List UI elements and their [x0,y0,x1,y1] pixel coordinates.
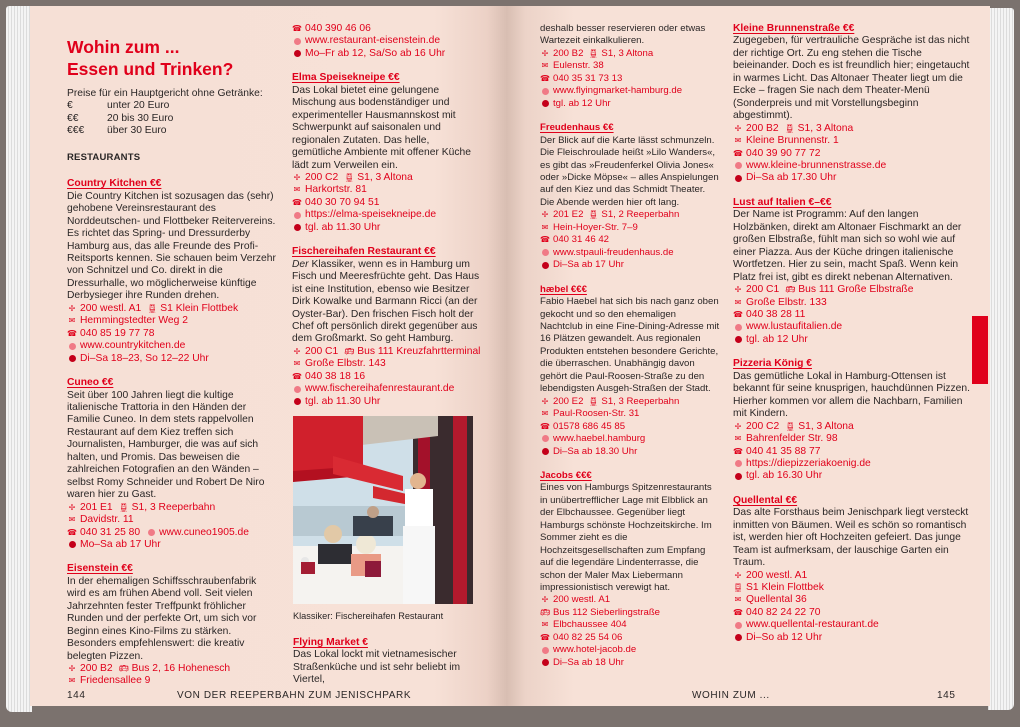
envelope-icon: ✉ [541,620,549,630]
column-3 [540,23,720,681]
phone [733,309,973,321]
train-icon: 🚆︎ [344,172,355,182]
website-link[interactable] [540,247,720,259]
hours-text: Di–Sa 18–23, So 12–22 Uhr [80,352,209,364]
hours-text: Mo–Fr ab 12, Sa/So ab 16 Uhr [305,47,446,59]
website-link[interactable] [540,433,720,445]
website-link[interactable] [733,160,973,172]
envelope-icon: ✉ [734,136,742,146]
globe-icon [292,35,302,47]
clock-icon [540,657,550,669]
map-reference [540,396,720,408]
entry-description: Das Lokal lockt mit vietnamesischer Straßenküche und ist sehr beliebt im Viertel, [293,649,461,686]
opening-hours [67,353,277,365]
phone-icon: ☎ [733,148,743,158]
map-reference [733,570,973,582]
hours-text: tgl. ab 12 Uhr [553,97,611,109]
opening-hours [292,396,482,408]
map-reference [67,303,277,315]
website-text[interactable]: www.stpauli-freudenhaus.de [553,246,674,258]
train-icon: 🚆︎ [785,421,796,431]
envelope-icon: ✉ [541,222,549,232]
address-text: Friedensallee 9 [80,675,151,687]
entry-title: hæbel €€€ [540,283,587,295]
transit-text: S1, 3 Reeperbahn [601,395,680,407]
globe-icon [540,85,550,97]
website-link[interactable] [540,85,720,97]
chapter-title-line2: Essen und Trinken? [67,59,234,79]
address-text: Hemmingstedter Weg 2 [80,315,188,327]
entry-description: Eines von Hamburgs Spitzenrestaurants in unübertrefflicher Lage mit Elbblick an der Elbchaussee. Gegenüber liegt Hamburgs schönste Hochzeitskirche. Im Sommer zieht es die Hochzeitsgesellschaften zum Empfang auf die legendäre Lindenterrasse, die schon der Maler Max Liebermann impressionistisch verewigt hat. [540,482,712,594]
restaurant-entry-quellental [733,495,973,644]
clock-icon [733,470,743,482]
map-grid-icon: ✢ [734,123,742,133]
entry-title: Country Kitchen €€ [67,178,162,190]
map-ref-text: 200 westl. A1 [80,302,142,314]
phone [733,446,973,458]
website-text[interactable]: www.countrykitchen.de [80,340,186,352]
entry-title: Cuneo €€ [67,377,114,389]
hours-text: tgl. ab 16.30 Uhr [746,470,823,482]
left-running-head: VON DER REEPERBAHN ZUM JENISCHPARK [177,690,412,701]
website-link[interactable] [292,383,482,395]
entry-title: Elma Speisekneipe €€ [292,72,400,84]
envelope-icon: ✉ [68,676,76,686]
map-reference [67,663,277,675]
train-icon: 🚆︎ [784,123,795,133]
phone-text: 040 41 35 88 77 [746,445,821,457]
address [733,433,973,445]
transit-text: Bus 111 Große Elbstraße [798,284,914,296]
train-icon: 🚆︎ [588,210,599,220]
phone-text: 01578 686 45 85 [553,420,626,432]
opening-hours [733,172,973,184]
address [292,358,482,370]
clock-icon [540,259,550,271]
address [67,514,277,526]
opening-hours [292,222,482,234]
phone-icon: ☎ [733,446,743,456]
globe-icon [540,433,550,445]
opening-hours [733,632,973,644]
opening-hours [733,470,973,482]
entry-description: Die Country Kitchen ist sozusagen das (sehr) gehobene Vereinsrestaurant des Norddeutschen- und Flottbeker Reitervereins. Es richtet das Spring- und Dressurderby Hamburg aus, das alle Freunde des Profi-Reitsports kennen. Sie schauen beim Verzehr von Schnitzel und Co. direkt in die Dressurhalle, wo möglicherweise künftige Derbysieger ihre Runden drehen. [67,190,276,302]
phone [292,23,482,35]
phone [733,607,973,619]
restaurant-entry-pizzeria-koenig [733,358,973,483]
phone [540,73,720,85]
website-text[interactable]: www.fischereihafenrestaurant.de [305,383,455,395]
hours-text: tgl. ab 12 Uhr [746,333,808,345]
entry-title: Freudenhaus €€ [540,122,614,134]
opening-hours [540,657,720,669]
page-edges-right [988,8,1014,710]
website-text[interactable]: www.haebel.hamburg [553,433,646,445]
globe-icon [733,321,743,333]
map-reference [733,421,973,433]
phone-icon: ☎ [733,607,743,617]
transit-text: S1, 2 Reeperbahn [601,209,680,221]
entry-description: Das alte Forsthaus beim Jenischpark liegt versteckt inmitten von Bäumen. Weil es schön so romantisch ist, werden hier oft Hochzeiten gefeiert. Das junge Team ist aufmerksam, der lauschige Garten ein Traum. [733,507,969,569]
envelope-icon: ✉ [541,61,549,71]
address-text: Bahrenfelder Str. 98 [746,433,838,445]
description-text: Klassiker, wenn es in Hamburg um Fisch und Meeresfrüchte geht. Das Haus ist eine Institution, ebenso wie Besitzer Dirk Kowalke und Barmann Ricci (an der Oyster-Bar). Den frischen Fisch holt der Chef oft persönlich direkt gegenüber aus dem Großmarkt. So geht Hamburg. [292,258,480,345]
transit-text: S1, 3 Reeperbahn [131,501,216,513]
website-link[interactable] [733,321,973,333]
clock-icon [292,396,302,408]
price-row [67,125,277,137]
map-grid-icon: ✢ [68,502,76,512]
website-link[interactable] [292,35,482,47]
phone-icon: ☎ [292,24,302,33]
entry-description: Seit über 100 Jahren liegt die kultige italienische Trattoria in den Händen der Familie Cuneo. In dem stets rappelvollen Restaurant auf dem Kiez treffen sich Journalisten, Hamburger, die was auf sich halten, und Promis. Das beweisen die zahlreichen Fotografien an den Wänden – selbst Romy Schneider und Robert De Niro waren hier zu Gast. [67,389,265,501]
restaurant-entry-lust-auf-italien [733,197,973,346]
restaurant-entry-elma [292,72,482,234]
hours-text: Mo–Sa ab 17 Uhr [80,538,161,550]
price-label: unter 20 Euro [107,100,170,112]
map-reference [540,209,720,221]
hours-text: Di–Sa ab 17.30 Uhr [746,172,837,184]
phone-icon: ☎ [733,309,743,319]
clock-icon [733,632,743,644]
opening-hours [540,259,720,271]
phone-text: 040 82 24 22 70 [746,606,821,618]
transit-text: S1, 3 Altona [797,122,854,134]
chapter-title [67,36,277,80]
phone [733,148,973,160]
website-link[interactable] [292,209,482,221]
phone-icon: ☎ [540,421,550,431]
website-link[interactable] [733,458,973,470]
phone-icon: ☎ [292,197,302,207]
phone [540,632,720,644]
phone-icon: ☎ [67,328,77,338]
phone-text: 040 85 19 77 78 [80,327,155,339]
map-grid-icon: ✢ [293,172,301,182]
globe-icon [67,340,77,352]
phone-text: 040 38 28 11 [746,308,806,320]
address [540,60,720,72]
phone-text: 040 38 18 16 [305,370,366,382]
transit-text: S1, 3 Altona [798,420,854,432]
website-link[interactable] [733,619,973,631]
phone [540,234,720,246]
transit-text: S1, 3 Altona [601,47,654,59]
address-text: Elbchaussee 404 [553,619,627,631]
phone-text: 040 35 31 73 13 [553,72,623,84]
map-grid-icon: ✢ [541,396,549,406]
restaurant-entry-haebel [540,284,720,458]
right-page-number: 145 [937,690,956,701]
envelope-icon: ✉ [734,595,742,605]
column-1 [67,36,277,700]
globe-icon [733,160,743,172]
transit-text: Bus 2, 16 Hohenesch [131,663,231,675]
globe-icon [540,644,550,656]
emphasis-text: Der [292,258,309,270]
address [540,222,720,234]
entry-title: Fischereihafen Restaurant €€ [292,246,436,258]
transit-text: S1 Klein Flottbek [746,582,824,594]
map-grid-icon: ✢ [734,421,742,431]
bus-icon: 🚌︎ [540,607,551,617]
transit [733,582,973,594]
entry-title: Eisenstein €€ [67,563,133,575]
address [733,135,973,147]
restaurant-entry-cuneo [67,377,277,551]
hours-text: Di–Sa ab 18 Uhr [553,656,624,668]
address [292,184,482,196]
phone-text: 040 82 25 54 06 [553,631,623,643]
map-grid-icon: ✢ [541,48,549,58]
map-grid-icon: ✢ [68,303,76,313]
hours-text: tgl. ab 11.30 Uhr [305,395,381,407]
map-ref-text: 200 westl. A1 [553,594,611,606]
entry-description [292,259,482,346]
globe-icon [292,209,302,221]
column-2 [292,23,482,420]
map-ref-text: 200 C2 [746,420,780,432]
opening-hours [540,446,720,458]
opening-hours [67,539,277,551]
address [733,594,973,606]
restaurant-entry-flying-market-start [293,637,483,687]
address-text: Hein-Hoyer-Str. 7–9 [553,221,638,233]
map-ref-text: 201 E2 [553,209,584,221]
website-text[interactable]: www.kleine-brunnenstrasse.de [746,159,887,171]
restaurant-entry-eisenstein-continued [292,23,482,60]
price-intro: Preise für ein Hauptgericht ohne Getränke: [67,88,263,99]
globe-icon [540,247,550,259]
transit-text: Bus 111 Kreuzfahrtterminal [357,345,481,357]
map-ref-text: 201 E1 [80,501,113,513]
address [733,297,973,309]
transit-text: S1 Klein Flottbek [160,302,239,314]
globe-icon [733,619,743,631]
clock-icon [733,334,743,346]
map-grid-icon: ✢ [541,595,549,605]
globe-icon [292,383,302,395]
website-text[interactable]: www.restaurant-eisenstein.de [305,35,441,47]
section-heading: RESTAURANTS [67,151,141,163]
website-text[interactable]: www.flyingmarket-hamburg.de [553,85,683,97]
entry-description: Das gemütliche Lokal in Hamburg-Ottensen ist bekannt für seine knusprigen, hauchdünnen Pizzen. Hierher kommen vor allem die Nachbarn, Familien mit Kindern. [733,370,970,420]
phone [292,371,482,383]
entry-description: Der Blick auf die Karte lässt schmunzeln. Die Fleischroulade heißt »Lilo Wanders«, es gibt das »Freudenferkel Olivia Jones« oder »Dicke Möpse« – alles Anspielungen auf den Kiez und das Schmidt Theater. Die Abende werden hier oft lang. [540,134,719,208]
address-text: Paul-Roosen-Str. 31 [553,408,640,420]
map-reference [733,123,973,135]
price-row [67,113,277,125]
left-page-number: 144 [67,690,86,701]
hours-text: tgl. ab 11.30 Uhr [305,221,381,233]
clock-icon [292,222,302,234]
entry-description: deshalb besser reservieren oder etwas Wartezeit einkalkulieren. [540,23,706,47]
phone-text: 040 39 90 77 72 [746,147,821,159]
train-icon: 🚆︎ [147,303,158,313]
price-symbol: € [67,100,73,112]
price-symbol: €€€ [67,125,85,137]
address-text: Davidstr. 11 [80,514,134,526]
address-text: Kleine Brunnenstr. 1 [746,135,839,147]
opening-hours [540,98,720,110]
map-reference [67,502,277,514]
clock-icon [67,353,77,365]
map-reference [292,346,482,358]
map-grid-icon: ✢ [734,285,742,295]
map-grid-icon: ✢ [734,570,742,580]
map-ref-text: 200 C2 [305,171,339,183]
address [67,315,277,327]
phone-icon: ☎ [540,632,550,642]
price-row [67,100,277,112]
entry-title: Flying Market € [293,637,368,648]
map-ref-text: 200 B2 [553,47,584,59]
website-link[interactable] [540,644,720,656]
map-reference [292,172,482,184]
address-text: Quellental 36 [746,594,807,606]
map-reference [540,594,720,606]
chapter-thumb-tab [972,316,988,384]
phone-text: 040 31 46 42 [553,234,610,246]
map-ref-text: 200 westl. A1 [746,569,808,581]
restaurant-entry-eisenstein [67,563,277,688]
globe-icon [733,458,743,470]
price-label: über 30 Euro [107,125,167,137]
bus-icon: 🚌︎ [118,664,129,674]
map-grid-icon: ✢ [68,664,76,674]
entry-description: Zugegeben, für vertrauliche Gespräche ist das nicht der richtige Ort. Zu eng stehen die Tische beieinander. Doch es ist freundlich hier; eingetaucht in warmes Licht. Das Altonaer Theater liegt um die Ecke – fragen Sie nach dem Theater-Menü (Sonderpreis und mit Vorstellungsbeginn abgestimmt). [733,35,970,122]
phone-icon: ☎ [67,527,77,537]
map-reference [733,284,973,296]
map-ref-text: 200 E2 [553,395,584,407]
restaurant-entry-kleine-brunnenstrasse [733,23,973,185]
envelope-icon: ✉ [68,515,76,525]
website-text[interactable]: https://diepizzeriakoenig.de [746,457,871,469]
phone-text: 040 390 46 06 [305,23,371,34]
photo-caption: Klassiker: Fischereihafen Restaurant [293,611,444,621]
envelope-icon: ✉ [293,185,301,195]
clock-icon [67,539,77,551]
entry-title: Jacobs €€€ [540,469,592,481]
restaurant-entry-country-kitchen [67,178,277,365]
phone [67,328,277,340]
envelope-icon: ✉ [68,316,76,326]
bus-icon: 🚌︎ [785,285,796,295]
hours-text: Di–Sa ab 18.30 Uhr [553,445,638,457]
hours-text: Di–Sa ab 17 Uhr [553,259,624,271]
phone-text: 040 30 70 94 51 [305,196,380,208]
entry-title: Quellental €€ [733,494,798,506]
train-icon: 🚆︎ [733,583,744,593]
restaurant-entry-jacobs [540,470,720,669]
price-symbol: €€ [67,112,79,124]
entry-description: Fabio Haebel hat sich bis nach ganz oben gekocht und so den ehemaligen Nachtclub in eine Fine-Dining-Adresse mit 16 Plätzen gewandelt. Aus regionalen Produkten entstehen besondere Gerichte, die überraschen. Unabhängig davon gehört die Paul-Roosen-Straße zu den lebendigsten Ausgeh-Straßen der Stadt. [540,296,720,395]
globe-icon [146,527,156,539]
right-running-head: WOHIN ZUM ... [692,690,770,701]
clock-icon [540,98,550,110]
address-text: Große Elbstr. 133 [746,296,827,308]
phone-icon: ☎ [292,371,302,381]
website-text[interactable]: www.lustaufitalien.de [746,321,843,333]
envelope-icon: ✉ [734,434,742,444]
map-ref-text: 200 B2 [80,663,113,675]
entry-title: Kleine Brunnenstraße €€ [733,23,855,34]
website-text[interactable]: www.hotel-jacob.de [553,644,637,656]
envelope-icon: ✉ [734,297,742,307]
map-ref-text: 200 C1 [305,345,339,357]
page-edges-left [6,6,32,712]
envelope-icon: ✉ [293,359,301,369]
restaurant-photo [293,416,473,604]
opening-hours [292,48,482,60]
address [540,408,720,420]
train-icon: 🚆︎ [118,502,129,512]
phone-icon: ☎ [540,73,550,83]
restaurant-entry-fischereihafen [292,246,482,408]
map-ref-text: 200 C1 [746,284,780,296]
train-icon: 🚆︎ [588,48,599,58]
transit-text: S1, 3 Altona [357,171,413,183]
clock-icon [733,172,743,184]
chapter-title-line1: Wohin zum ... [67,37,180,57]
website-link[interactable] [67,340,277,352]
price-label: 20 bis 30 Euro [107,112,174,124]
phone [540,421,720,433]
opening-hours [733,334,973,346]
map-ref-text: 200 B2 [746,122,779,134]
address-text: Große Elbstr. 143 [305,358,386,370]
transit [540,607,720,619]
envelope-icon: ✉ [541,409,549,419]
address [67,675,277,687]
entry-description: Der Name ist Programm: Auf den langen Holzbänken, direkt am Altonaer Fischmarkt an der großen Elbstraße, fühlt man sich so wohl wie auf einer Piazza. Aus der Küche dringen italienische Wortfetzen. Hier zu sein, macht Spaß. Wenn kein Platz frei ist, gibt es direkt nebenan Alternativen. [733,209,962,283]
map-grid-icon: ✢ [293,346,301,356]
entry-description: Das Lokal bietet eine gelungene Mischung aus bodenständiger und experimenteller Hausmannskost mit Schwerpunkt auf saisonalen und regionalen Zutaten. Das helle, gemütliche Ambiente mit offener Küche lädt zum Verweilen ein. [292,84,471,171]
address-text: Harkortstr. 81 [305,184,367,196]
map-grid-icon: ✢ [541,210,549,220]
restaurant-entry-freudenhaus [540,122,720,271]
entry-title: Pizzeria König € [733,358,812,370]
website-text[interactable]: www.quellental-restaurant.de [746,619,879,631]
clock-icon [540,446,550,458]
phone-and-website [67,527,277,539]
phone [292,197,482,209]
bus-icon: 🚌︎ [344,346,355,356]
restaurant-entry-flying-market-continued [540,23,720,110]
entry-title: Lust auf Italien €–€€ [733,196,832,208]
train-icon: 🚆︎ [588,396,599,406]
phone-text: 040 31 25 80 [80,526,141,538]
column-4 [733,23,973,656]
address [540,619,720,631]
address-text: Eulenstr. 38 [553,60,604,72]
clock-icon [292,48,302,60]
entry-description: In der ehemaligen Schiffsschraubenfabrik wird es am frühen Abend voll. Seit vielen Jahrzehnten fester Treffpunkt fröhlicher Runden und der perfekte Ort, um sich vor Beginn eines Kino-Films zu stärken. Besonders empfehlenswert: die kreativ belegten Pizzen. [67,575,257,662]
transit-text: Bus 112 Sieberlingstraße [553,606,661,618]
hours-text: Di–So ab 12 Uhr [746,631,823,643]
phone-icon: ☎ [540,235,550,245]
website-text[interactable]: www.cuneo1905.de [159,526,250,538]
map-reference [540,48,720,60]
website-text[interactable]: https://elma-speisekneipe.de [305,209,437,221]
